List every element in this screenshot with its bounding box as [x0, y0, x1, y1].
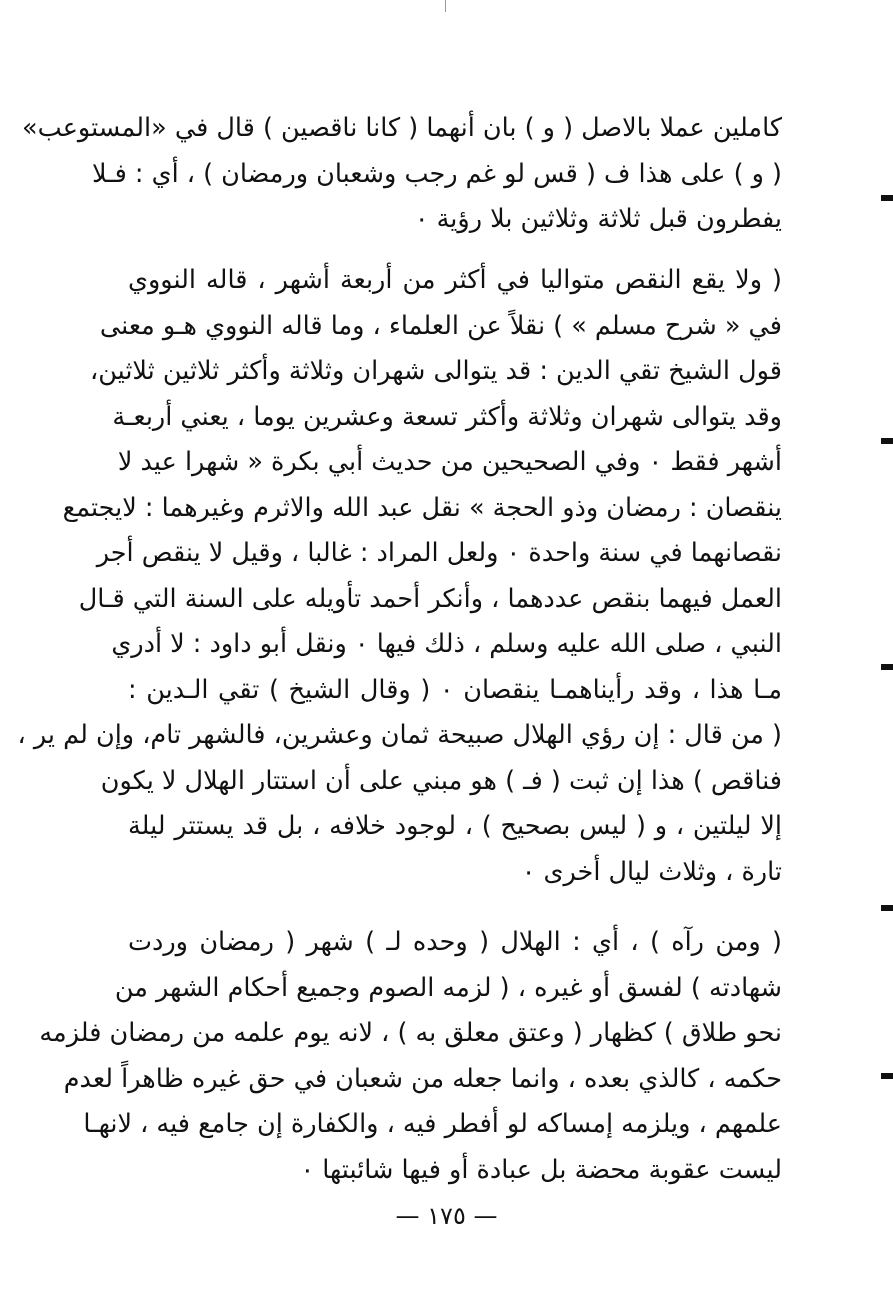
paragraph-1 [22, 106, 782, 243]
margin-mark [881, 195, 893, 201]
text-line: تارة ، وثلاث ليال أخرى ٠ [521, 856, 782, 887]
page-number: — ١٧٥ — [395, 1202, 498, 1230]
text-line: يفطرون قبل ثلاثة وثلاثين بلا رؤية ٠ [414, 204, 782, 234]
text-line: العمل فيهما بنقص عددهما ، وأنكر أحمد تأويله على السنة التي قـال [78, 583, 782, 614]
text-line: ( و ) على هذا ف ( قس لو غم رجب وشعبان ورمضان ) ، أي : فـلا [91, 158, 782, 189]
top-center-tick [445, 0, 446, 12]
text-line: ( من قال : إن رؤي الهلال صبيحة ثمان وعشرين، فالشهر تام، وإن لم ير ، [17, 720, 782, 750]
text-line: نحو طلاق ) كظهار ( وعتق معلق به ) ، لانه يوم علمه من رمضان فلزمه [39, 1018, 782, 1048]
paragraph-2 [17, 258, 782, 895]
text-line: نقصانهما في سنة واحدة ٠ ولعل المراد : غالبا ، وقيل لا ينقص أجر [96, 538, 782, 568]
text-line: فناقص ) هذا إن ثبت ( فـ ) هو مبني على أن استتار الهلال لا يكون [100, 765, 782, 796]
text-line: إلا ليلتين ، و ( ليس بصحيح ) ، لوجود خلافه ، بل قد يستتر ليلة [128, 811, 782, 841]
text-line: في « شرح مسلم » ) نقلاً عن العلماء ، وما قاله النووي هـو معنى [99, 310, 782, 341]
text-line: أشهر فقط ٠ وفي الصحيحين من حديث أبي بكرة « شهرا عيد لا [117, 447, 782, 477]
text-line: ( ولا يقع النقص متواليا في أكثر من أربعة أشهر ، قاله النووي [128, 265, 782, 295]
text-line: قول الشيخ تقي الدين : قد يتوالى شهران وثلاثة وأكثر ثلاثين ثلاثين، [89, 356, 782, 386]
text-line: ينقصان : رمضان وذو الحجة » نقل عبد الله والاثرم وغيرهما : لايجتمع [62, 492, 782, 523]
margin-mark [881, 905, 893, 911]
text-line: النبي ، صلى الله عليه وسلم ، ذلك فيها ٠ ونقل أبو داود : لا أدري [111, 629, 782, 659]
text-line: حكمه ، كالذي بعده ، وانما جعله من شعبان في حق غيره ظاهراً لعدم [63, 1063, 782, 1094]
margin-mark [881, 664, 893, 670]
text-line: علمهم ، ويلزمه إمساكه لو أفطر فيه ، والكفارة إن جامع فيه ، لانهـا [83, 1109, 782, 1139]
text-line: كاملين عملا بالاصل ( و ) بان أنهما ( كانا ناقصين ) قال في «المستوعب» [22, 113, 782, 143]
text-line: ليست عقوبة محضة بل عبادة أو فيها شائبتها ٠ [300, 1154, 782, 1185]
text-line: شهادته ) لفسق أو غيره ، ( لزمه الصوم وجميع أحكام الشهر من [114, 972, 782, 1003]
margin-mark [881, 1073, 893, 1079]
text-line: وقد يتوالى شهران وثلاثة وأكثر تسعة وعشرين يوما ، يعني أربعـة [112, 401, 782, 432]
margin-mark [881, 438, 893, 444]
paragraph-3 [39, 920, 782, 1193]
text-line: مـا هذا ، وقد رأيناهمـا ينقصان ٠ ( وقال الشيخ ) تقي الـدين : [128, 674, 782, 705]
text-line: ( ومن رآه ) ، أي : الهلال ( وحده لـ ) شهر ( رمضان وردت [128, 927, 782, 957]
